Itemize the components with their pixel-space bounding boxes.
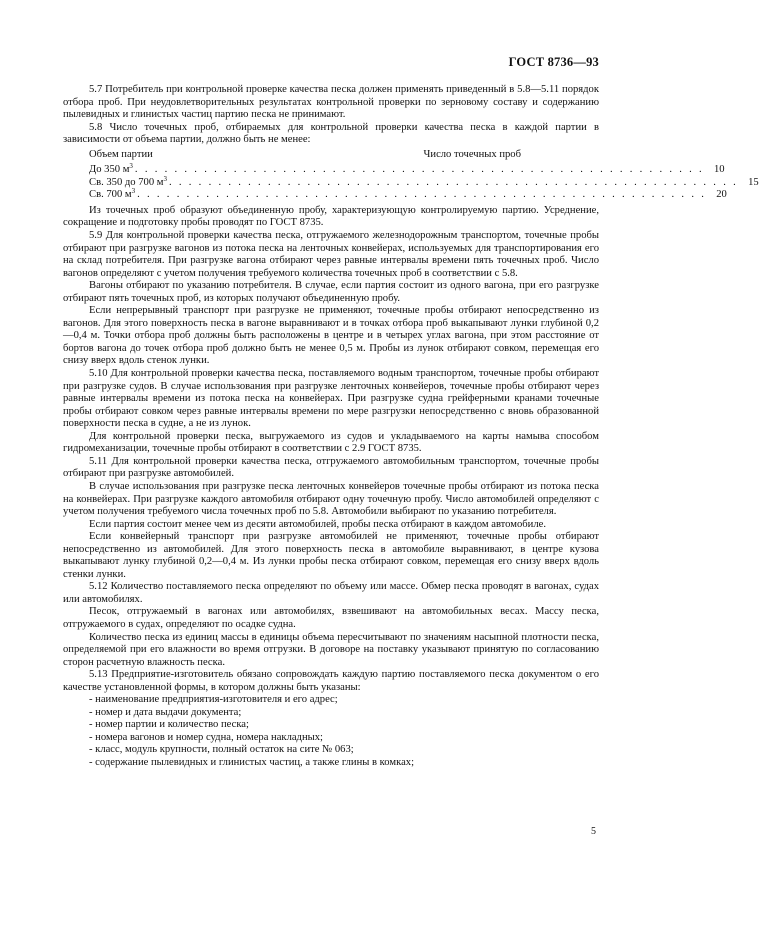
list-item: - класс, модуль крупности, полный остаток на сите № 063; xyxy=(89,744,354,756)
table-row xyxy=(63,187,727,202)
row-value: 10 xyxy=(714,164,725,176)
dot-leader: . . . . . . . . . . . . . . . . . . . . . . . . . . . . . . . . . . . . . . . . . . . . . . . . . . . . . . . . . . xyxy=(134,164,704,176)
table-header xyxy=(63,149,599,165)
paragraph-5-12-c: Количество песка из единиц массы в единицы объема пересчитывают по значениям насыпной плотности песка, определяемой при его влажности во время отгрузки. В договоре на поставку указывают принятую по согласованию сторон расчетную влажность песка. xyxy=(63,631,599,668)
list-item: - номера вагонов и номер судна, номера накладных; xyxy=(89,731,323,743)
row-value: 15 xyxy=(748,176,759,188)
document-id: ГОСТ 8736—93 xyxy=(508,55,599,69)
row-value: 20 xyxy=(716,189,727,201)
paragraph-5-11-b: В случае использования при разгрузке песка ленточных конвейеров точечные пробы отбирают из потока песка на конвейерах. При разгрузке каждого автомобиля отбирают одну точечную пробу. Число автомобилей определяют с учетом получения требуемого числа точечных проб по 5.8. Автомобили выбирают по указанию потребителя. xyxy=(63,480,599,518)
table-row xyxy=(63,162,725,177)
paragraph-5-8-after: Из точечных проб образуют объединенную пробу, характеризующую контролируемую партию. Усреднение, сокращение и подготовку пробы проводят по ГОСТ 8735. xyxy=(63,204,599,229)
list-item: - номер и дата выдачи документа; xyxy=(89,706,242,718)
quality-document-list xyxy=(63,694,599,769)
table-row xyxy=(63,174,759,190)
list-item: - номер партии и количество песка; xyxy=(89,719,249,731)
column-header-count: Число точечных проб xyxy=(423,148,521,160)
paragraph-5-13: 5.13 Предприятие-изготовитель обязано сопровождать каждую партию поставляемого песка документом о его качестве установленной формы, в котором должны быть указаны: xyxy=(63,669,599,693)
list-item: - содержание пылевидных и глинистых частиц, а также глины в комках; xyxy=(89,756,415,768)
superscript: 3 xyxy=(129,162,133,171)
paragraph-5-12-b: Песок, отгружаемый в вагонах или автомобилях, взвешивают на автомобильных весах. Массу песка, отгружаемого в судах, определяют по осадке судна. xyxy=(63,606,599,630)
paragraph-5-11: 5.11 Для контрольной проверки качества песка, отгружаемого автомобильным транспортом, точечные пробы отбирают при разгрузке автомобилей. xyxy=(63,455,599,480)
list-item: - наименование предприятия-изготовителя и его адрес; xyxy=(89,694,338,706)
paragraph-5-11-c: Если партия состоит менее чем из десяти автомобилей, пробы песка отбирают в каждом автомобиле. xyxy=(89,518,546,530)
dot-leader: . . . . . . . . . . . . . . . . . . . . . . . . . . . . . . . . . . . . . . . . . . . . . . . . . . . . . . . . . . xyxy=(168,176,739,188)
paragraph-5-10: 5.10 Для контрольной проверки качества песка, поставляемого водным транспортом, точечные пробы отбирают при разгрузке судов. В случае использования при разгрузке ленточных конвейеров, точечные пробы отбирают через равные интервалы времени из потока песка на конвейерах. При разгрузке судна грейферными кранами точечные пробы отбирают совком через равные интервалы времени по мере разгрузки непосредственно с вновь образованной поверхности песка в судне, а не из лунок. xyxy=(63,368,599,430)
dot-leader: . . . . . . . . . . . . . . . . . . . . . . . . . . . . . . . . . . . . . . . . . . . . . . . . . . . . . . . . . . xyxy=(137,189,707,201)
row-label: До 350 м xyxy=(89,164,130,176)
row-label: Св. 350 до 700 м xyxy=(89,176,164,188)
sample-count-table xyxy=(63,148,759,202)
paragraph-5-9-c: Если непрерывный транспорт при разгрузке не применяют, точечные пробы отбирают непосредственно из вагонов. Для этого поверхность песка в вагоне выравнивают и в точках отбора проб выкапывают лунки глубиной 0,2—0,4 м. Точки отбора проб должны быть расположены в центре и в четырех углах вагона, при этом расстояние от бортов вагона до точек отбора проб должно быть не менее 0,5 м. Пробы из лунок отбирают совком, перемещая его снизу вверх вдоль стенок лунки. xyxy=(63,305,599,367)
superscript: 3 xyxy=(131,187,136,196)
page-number: 5 xyxy=(591,826,596,837)
row-label: Св. 700 м xyxy=(89,189,132,201)
paragraph-5-10-b: Для контрольной проверки песка, выгружаемого из судов и укладываемого на карты намыва способом гидромеханизации, точечные пробы отбирают в соответствии с 2.9 ГОСТ 8735. xyxy=(63,430,599,455)
column-header-volume: Объем партии xyxy=(89,148,153,160)
paragraph-5-7: 5.7 Потребитель при контрольной проверке качества песка должен применять приведенный в 5.8—5.11 порядок отбора проб. При неудовлетворительных результатах контрольной проверки по зерновому составу и содержанию пылевидных и глинистых частиц партию песка не принимают. xyxy=(63,84,599,121)
paragraph-5-8: 5.8 Число точечных проб, отбираемых для контрольной проверки качества песка в каждой партии в зависимости от объема партии, должно быть не менее: xyxy=(63,121,599,146)
paragraph-5-11-d: Если конвейерный транспорт при разгрузке автомобилей не применяют, точечные пробы отбирают непосредственно из автомобилей. Для этого поверхность песка в автомобиле выравнивают, в центре кузова выкапывают лунку глубиной 0,2—0,4 м. Из лунки пробы песка отбирают совком, перемещая его снизу вверх вдоль стенки лунки. xyxy=(63,531,599,580)
superscript: 3 xyxy=(163,174,167,183)
paragraph-5-9-b: Вагоны отбирают по указанию потребителя. В случае, если партия состоит из одного вагона, при его разгрузке отбирают пять точечных проб, из которых получают объединенную пробу. xyxy=(63,280,599,304)
paragraph-5-9: 5.9 Для контрольной проверки качества песка, отгружаемого железнодорожным транспортом, точечные пробы отбирают при разгрузке вагонов из потока песка на ленточных конвейерах, используемых для транспортирования его на склад потребителя. При разгрузке вагона отбирают через равные интервалы времени пять точечных проб. Число вагонов определяют с учетом получения требуемого количества точечных проб в соответствии с 5.8. xyxy=(63,230,599,279)
paragraph-5-12: 5.12 Количество поставляемого песка определяют по объему или массе. Обмер песка проводят в вагонах, судах или автомобилях. xyxy=(63,581,599,605)
document-body xyxy=(63,84,759,770)
